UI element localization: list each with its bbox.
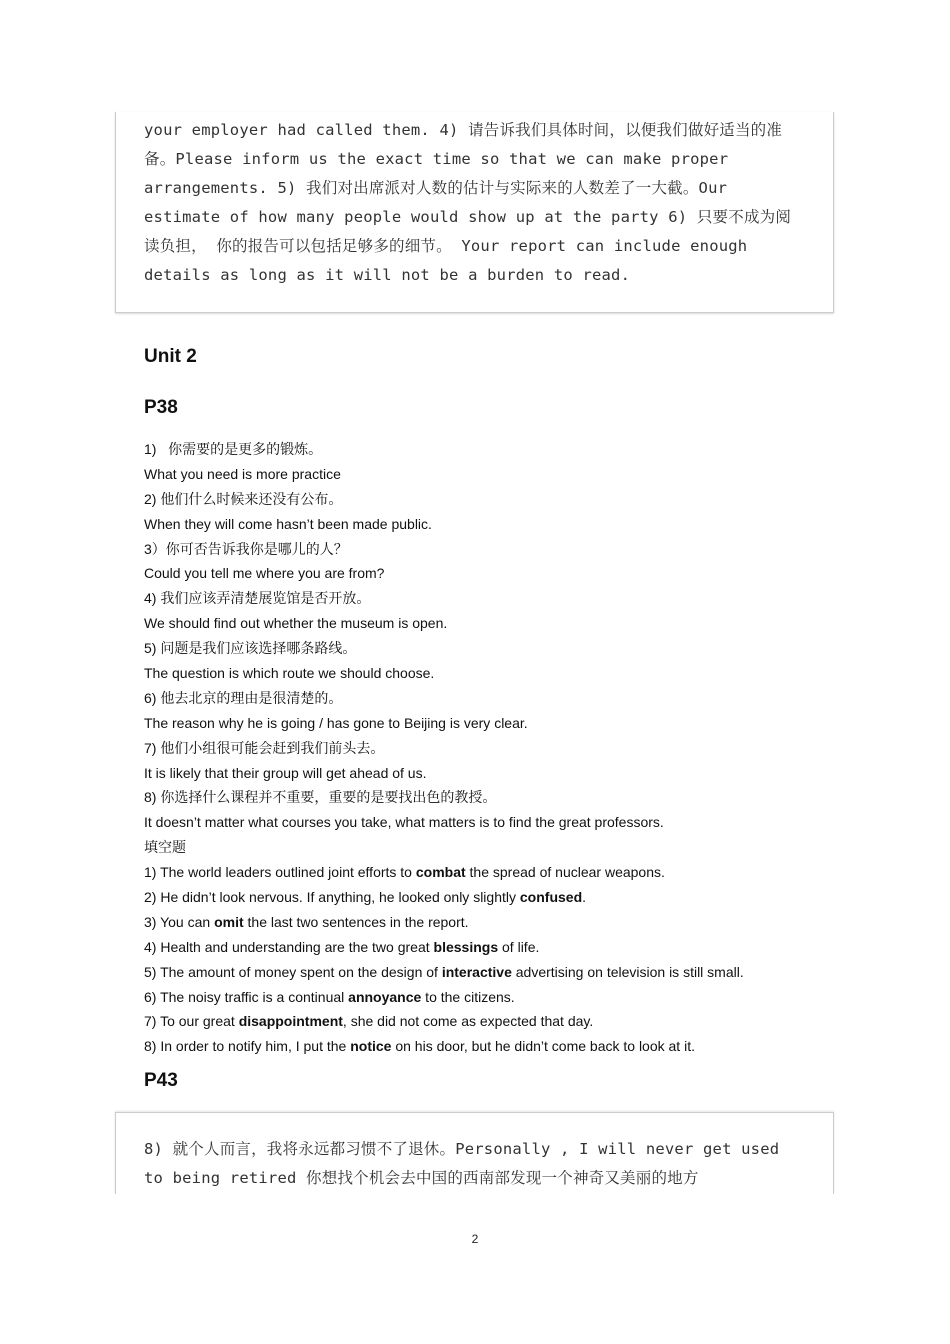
translation-en: It doesn’t matter what courses you take, what matters is to find the great professors.: [144, 814, 664, 831]
page-number: 2: [471, 1232, 479, 1246]
answer-word: notice: [350, 1038, 392, 1055]
translation-cn: 6) 他去北京的理由是很清楚的。: [144, 689, 343, 706]
exercise-lines: [144, 437, 844, 1059]
bottom-text-box: [115, 1112, 834, 1194]
p38-heading: P38: [144, 397, 178, 418]
answer-word: confused: [519, 889, 583, 906]
fill-blank-item: 5) The amount of money spent on the design of interactive advertising on television is still small.: [144, 963, 744, 980]
fill-blank-item: 1) The world leaders outlined joint efforts to combat the spread of nuclear weapons.: [144, 864, 665, 881]
answer-word: annoyance: [348, 988, 422, 1005]
fill-blank-item: 7) To our great disappointment, she did not come as expected that day.: [144, 1013, 594, 1030]
fill-blank-item: 2) He didn’t look nervous. If anything, he looked only slightly confused.: [144, 889, 587, 906]
fill-blank-item: 3) You can omit the last two sentences in the report.: [144, 913, 469, 930]
translation-en: It is likely that their group will get ahead of us.: [144, 764, 427, 781]
translation-cn: 4) 我们应该弄清楚展览馆是否开放。: [144, 590, 371, 607]
translation-en: Could you tell me where you are from?: [144, 565, 385, 582]
translation-cn: 1) 你需要的是更多的锻炼。: [144, 441, 323, 457]
top-box-text: your employer had called them. 4) 请告诉我们具体时间，以便我们做好适当的准备。Please inform us the exact time so that we can make proper arrangements. 5) 我们对出席派对人数的估计与实际来的人数差了一大截。Our estimate of how many people would show up at the party 6) 只要不成为阅读负担， 你的报告可以包括足够多的细节。 Your report can include enough details as long as it will not be a burden to read.: [144, 121, 792, 284]
translation-en: What you need is more practice: [144, 465, 341, 482]
fill-blank-item: 6) The noisy traffic is a continual annoyance to the citizens.: [144, 988, 515, 1005]
fill-blank-item: 8) In order to notify him, I put the notice on his door, but he didn’t come back to look at it.: [144, 1038, 695, 1055]
translation-cn: 5) 问题是我们应该选择哪条路线。: [144, 640, 357, 657]
top-text-box: [115, 112, 834, 313]
translation-cn: 3）你可否告诉我你是哪儿的人？: [144, 540, 348, 557]
translation-cn: 8) 你选择什么课程并不重要，重要的是要找出色的教授。: [144, 789, 497, 806]
fill-blank-item: 4) Health and understanding are the two great blessings of life.: [144, 938, 540, 955]
bottom-box-text: 8) 就个人而言，我将永远都习惯不了退休。Personally , I will never get used to being retired 你想找个机会去中国的西南部发现一个神奇又美丽的地方: [144, 1140, 780, 1187]
answer-word: blessings: [433, 938, 499, 955]
translation-en: When they will come hasn’t been made public.: [144, 515, 432, 532]
fill-blank-title: 填空题: [144, 839, 186, 856]
p43-heading: P43: [144, 1070, 178, 1091]
translation-en: The question is which route we should choose.: [144, 665, 435, 682]
translation-en: The reason why he is going / has gone to Beijing is very clear.: [144, 714, 528, 731]
translation-cn: 7) 他们小组很可能会赶到我们前头去。: [144, 739, 385, 756]
translation-cn: 2) 他们什么时候来还没有公布。: [144, 490, 343, 507]
unit-heading: Unit 2: [144, 346, 197, 367]
answer-word: disappointment: [238, 1013, 343, 1030]
answer-word: interactive: [441, 963, 512, 980]
answer-word: omit: [214, 913, 244, 930]
answer-word: combat: [415, 864, 466, 881]
translation-en: We should find out whether the museum is open.: [144, 615, 448, 632]
